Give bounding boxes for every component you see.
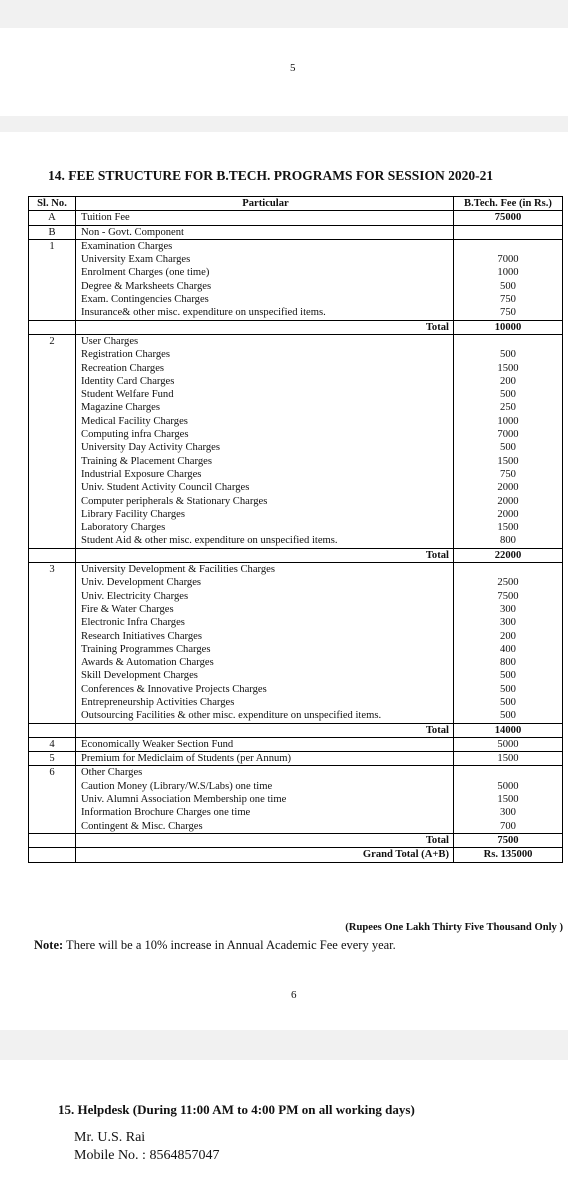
row-particular: Total <box>76 548 454 562</box>
row-sl-no <box>29 441 76 454</box>
row-particular: University Exam Charges <box>81 254 191 266</box>
table-row <box>29 388 563 401</box>
row-fee: 750 <box>454 468 563 481</box>
table-row <box>29 266 563 279</box>
row-sl-no <box>29 362 76 375</box>
header-particular: Particular <box>76 197 454 211</box>
table-row <box>29 211 563 225</box>
table-row <box>29 820 563 834</box>
row-particular: Caution Money (Library/W.S/Labs) one time <box>81 780 273 792</box>
helpdesk-heading: 15. Helpdesk (During 11:00 AM to 4:00 PM on all working days) <box>58 1102 415 1117</box>
table-row <box>29 696 563 709</box>
row-fee: 1500 <box>454 752 563 766</box>
row-sl-no <box>29 253 76 266</box>
row-particular: Training Programmes Charges <box>81 643 211 655</box>
row-particular: Awards & Automation Charges <box>81 657 214 669</box>
header-fee: B.Tech. Fee (in Rs.) <box>454 197 563 211</box>
table-row <box>29 508 563 521</box>
row-particular: Medical Facility Charges <box>81 415 188 427</box>
row-particular: Laboratory Charges <box>81 522 166 534</box>
row-particular: University Day Activity Charges <box>81 442 220 454</box>
note <box>34 938 396 953</box>
row-particular: Non - Govt. Component <box>76 225 454 239</box>
row-fee: 500 <box>454 348 563 361</box>
row-sl-no <box>29 388 76 401</box>
row-particular: Training & Placement Charges <box>81 455 212 467</box>
row-sl-no <box>29 495 76 508</box>
row-particular: Total <box>76 833 454 847</box>
row-particular: Univ. Electricity Charges <box>81 590 189 602</box>
table-row <box>29 401 563 414</box>
helpdesk-mobile: Mobile No. : 8564857047 <box>74 1148 220 1163</box>
table-row <box>29 375 563 388</box>
page-gap <box>0 116 568 132</box>
row-particular: User Charges <box>81 335 139 347</box>
helpdesk-name: Mr. U.S. Rai <box>74 1130 146 1145</box>
table-row <box>29 806 563 819</box>
table-row <box>29 643 563 656</box>
row-sl-no: A <box>29 211 76 225</box>
page-number: 6 <box>291 989 297 1001</box>
row-fee: 200 <box>454 375 563 388</box>
row-fee: 14000 <box>454 723 563 737</box>
row-sl-no <box>29 793 76 806</box>
row-fee: 5000 <box>454 780 563 793</box>
row-sl-no <box>29 683 76 696</box>
row-sl-no <box>29 534 76 548</box>
header-sl-no: Sl. No. <box>29 197 76 211</box>
row-particular: Other Charges <box>76 766 454 780</box>
row-sl-no <box>29 603 76 616</box>
row-sl-no <box>29 548 76 562</box>
row-fee: 500 <box>454 280 563 293</box>
row-sl-no: 4 <box>29 737 76 751</box>
table-row <box>29 780 563 793</box>
page-number: 5 <box>290 62 296 74</box>
table-row <box>29 793 563 806</box>
table-row <box>29 280 563 293</box>
row-sl-no: 1 <box>29 239 76 253</box>
row-fee: 750 <box>454 293 563 306</box>
row-fee: 2000 <box>454 481 563 494</box>
row-sl-no <box>29 348 76 361</box>
row-sl-no: 2 <box>29 334 76 348</box>
row-particular: Student Welfare Fund <box>81 389 174 401</box>
row-sl-no <box>29 293 76 306</box>
table-row <box>29 563 563 577</box>
row-sl-no <box>29 481 76 494</box>
row-fee: 300 <box>454 603 563 616</box>
row-fee: 500 <box>454 696 563 709</box>
row-particular: Examination Charges <box>76 239 454 253</box>
row-fee: 2000 <box>454 508 563 521</box>
row-fee: 500 <box>454 683 563 696</box>
row-fee: 7000 <box>454 253 563 266</box>
row-sl-no <box>29 455 76 468</box>
row-particular: Computer peripherals & Stationary Charges <box>81 495 268 507</box>
row-particular: Total <box>76 723 454 737</box>
row-sl-no <box>29 521 76 534</box>
table-row <box>29 576 563 589</box>
row-sl-no <box>29 696 76 709</box>
row-sl-no <box>29 656 76 669</box>
row-fee: 200 <box>454 630 563 643</box>
table-row <box>29 239 563 253</box>
table-row <box>29 737 563 751</box>
table-row <box>29 848 563 862</box>
row-particular: Univ. Student Activity Council Charges <box>81 482 250 494</box>
row-particular: Univ. Development Charges <box>81 577 202 589</box>
row-fee: 750 <box>454 306 563 320</box>
row-sl-no <box>29 576 76 589</box>
row-fee: 5000 <box>454 737 563 751</box>
table-row <box>29 495 563 508</box>
row-sl-no <box>29 280 76 293</box>
row-particular: Conferences & Innovative Projects Charges <box>81 683 267 695</box>
row-particular: Insurance& other misc. expenditure on unspecified items. <box>81 307 326 319</box>
row-fee: 7000 <box>454 428 563 441</box>
section-title: 14. FEE STRUCTURE FOR B.TECH. PROGRAMS FOR SESSION 2020-21 <box>48 168 494 183</box>
table-row <box>29 709 563 723</box>
table-header-row <box>29 197 563 211</box>
row-fee: 1000 <box>454 415 563 428</box>
table-row <box>29 723 563 737</box>
row-fee: 700 <box>454 820 563 834</box>
row-particular: Information Brochure Charges one time <box>81 807 251 819</box>
row-sl-no <box>29 643 76 656</box>
table-row <box>29 455 563 468</box>
row-sl-no <box>29 669 76 682</box>
table-row <box>29 752 563 766</box>
row-particular: Degree & Marksheets Charges <box>81 280 212 292</box>
row-particular: Identity Card Charges <box>81 375 175 387</box>
row-sl-no <box>29 415 76 428</box>
row-sl-no: 5 <box>29 752 76 766</box>
row-sl-no <box>29 709 76 723</box>
page-gap <box>0 1030 568 1060</box>
row-fee <box>454 334 563 348</box>
row-particular: University Development & Facilities Charges <box>81 564 275 576</box>
fee-structure-table <box>28 196 563 863</box>
row-sl-no <box>29 266 76 279</box>
table-row <box>29 481 563 494</box>
row-particular: Recreation Charges <box>81 362 165 374</box>
table-row <box>29 833 563 847</box>
row-fee: 500 <box>454 669 563 682</box>
table-row <box>29 521 563 534</box>
page-5 <box>0 28 568 116</box>
table-row <box>29 683 563 696</box>
table-row <box>29 669 563 682</box>
row-particular: Outsourcing Facilities & other misc. expenditure on unspecified items. <box>81 710 382 722</box>
row-fee: 800 <box>454 534 563 548</box>
table-row <box>29 603 563 616</box>
row-sl-no: 6 <box>29 766 76 780</box>
table-row <box>29 348 563 361</box>
row-sl-no <box>29 306 76 320</box>
row-particular: Exam. Contingencies Charges <box>81 294 209 306</box>
row-fee: 7500 <box>454 833 563 847</box>
row-particular: Tuition Fee <box>81 212 130 224</box>
row-sl-no <box>29 468 76 481</box>
row-sl-no <box>29 630 76 643</box>
table-row <box>29 293 563 306</box>
note-text: There will be a 10% increase in Annual Academic Fee every year. <box>63 938 396 952</box>
table-row <box>29 415 563 428</box>
row-fee <box>454 239 563 253</box>
table-row <box>29 548 563 562</box>
row-particular: Grand Total (A+B) <box>76 848 454 862</box>
page-gap-top <box>0 0 568 28</box>
row-fee: 500 <box>454 709 563 723</box>
table-row <box>29 616 563 629</box>
row-sl-no <box>29 590 76 603</box>
table-row <box>29 306 563 320</box>
row-sl-no <box>29 780 76 793</box>
row-sl-no <box>29 320 76 334</box>
table-row <box>29 590 563 603</box>
row-fee: 2500 <box>454 576 563 589</box>
row-fee: 400 <box>454 643 563 656</box>
row-fee <box>454 563 563 577</box>
row-particular: Computing infra Charges <box>81 429 189 441</box>
row-particular: Economically Weaker Section Fund <box>81 738 234 750</box>
row-particular: Skill Development Charges <box>81 670 198 682</box>
row-fee: 22000 <box>454 548 563 562</box>
row-sl-no <box>29 820 76 834</box>
row-particular: Enrolment Charges (one time) <box>81 267 210 279</box>
row-fee: 2000 <box>454 495 563 508</box>
row-particular: Premium for Mediclaim of Students (per Annum) <box>76 752 454 766</box>
row-particular: Library Facility Charges <box>81 508 185 520</box>
row-fee: 10000 <box>454 320 563 334</box>
row-fee: 500 <box>454 388 563 401</box>
row-fee: 1500 <box>454 521 563 534</box>
row-fee: 800 <box>454 656 563 669</box>
table-row <box>29 225 563 239</box>
table-row <box>29 253 563 266</box>
row-particular: Total <box>76 320 454 334</box>
row-fee: 7500 <box>454 590 563 603</box>
row-particular: Industrial Exposure Charges <box>81 468 202 480</box>
row-sl-no <box>29 723 76 737</box>
table-row <box>29 766 563 780</box>
row-sl-no: B <box>29 225 76 239</box>
row-fee <box>454 766 563 780</box>
row-sl-no <box>29 806 76 819</box>
row-fee: 300 <box>454 806 563 819</box>
row-sl-no <box>29 508 76 521</box>
row-sl-no <box>29 616 76 629</box>
amount-in-words: (Rupees One Lakh Thirty Five Thousand Only ) <box>345 922 563 933</box>
table-row <box>29 320 563 334</box>
row-fee: 1500 <box>454 362 563 375</box>
row-particular: Magazine Charges <box>81 402 160 414</box>
table-row <box>29 656 563 669</box>
table-row <box>29 362 563 375</box>
row-sl-no <box>29 428 76 441</box>
row-particular: Entrepreneurship Activities Charges <box>81 696 235 708</box>
row-sl-no: 3 <box>29 563 76 577</box>
row-sl-no <box>29 833 76 847</box>
row-fee: 75000 <box>454 211 563 225</box>
row-fee <box>454 225 563 239</box>
table-row <box>29 441 563 454</box>
row-particular: Registration Charges <box>81 349 170 361</box>
note-label: Note: <box>34 938 64 952</box>
row-fee: 1500 <box>454 793 563 806</box>
table-row <box>29 534 563 548</box>
row-fee: 500 <box>454 441 563 454</box>
row-fee: 1500 <box>454 455 563 468</box>
table-row <box>29 630 563 643</box>
row-particular: Student Aid & other misc. expenditure on unspecified items. <box>81 535 338 547</box>
row-sl-no <box>29 848 76 862</box>
row-fee: 250 <box>454 401 563 414</box>
row-sl-no <box>29 375 76 388</box>
table-row <box>29 334 563 348</box>
row-particular: Research Initiatives Charges <box>81 630 203 642</box>
table-row <box>29 428 563 441</box>
row-particular: Electronic Infra Charges <box>81 617 185 629</box>
row-particular: Fire & Water Charges <box>81 603 174 615</box>
table-row <box>29 468 563 481</box>
row-particular: Univ. Alumni Association Membership one time <box>81 794 287 806</box>
row-fee: 300 <box>454 616 563 629</box>
row-sl-no <box>29 401 76 414</box>
row-fee: 1000 <box>454 266 563 279</box>
row-fee: Rs. 135000 <box>454 848 563 862</box>
row-particular: Contingent & Misc. Charges <box>81 820 203 832</box>
